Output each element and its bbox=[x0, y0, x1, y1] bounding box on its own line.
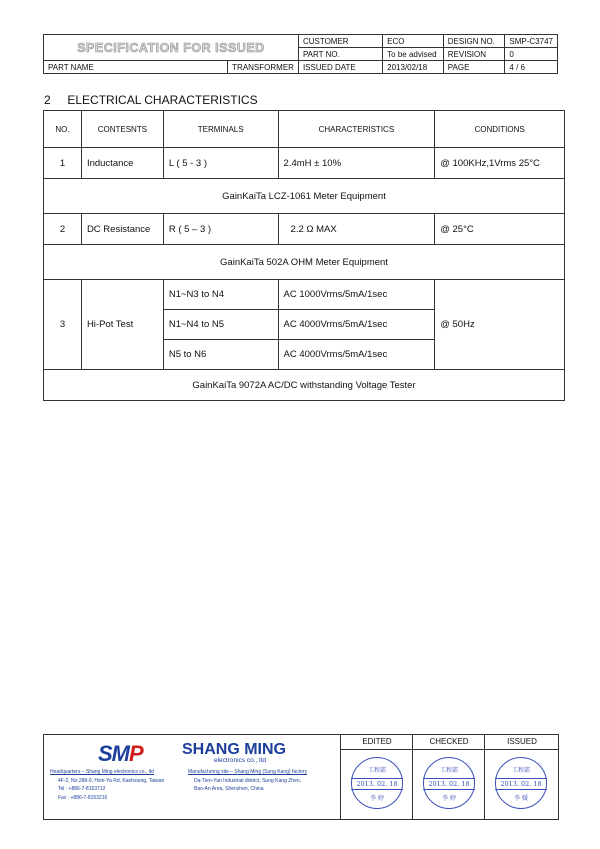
table-row bbox=[44, 280, 565, 310]
section-title: ELECTRICAL CHARACTERISTICS bbox=[67, 93, 258, 107]
factory-addr1: Da-Tien-Yan Industrial district, Sung Kang Zhen, bbox=[194, 777, 301, 784]
equipment-row bbox=[44, 370, 565, 401]
header-conditions: CONDITIONS bbox=[435, 111, 565, 148]
row-terminal: L ( 5 - 3 ) bbox=[163, 148, 278, 179]
row-condition: @ 100KHz,1Vrms 25°C bbox=[435, 148, 565, 179]
row-characteristic: AC 4000Vrms/5mA/1sec bbox=[278, 340, 435, 370]
row-no: 1 bbox=[44, 148, 82, 179]
signature-checked bbox=[412, 735, 485, 819]
equipment-note: GainKaiTa LCZ-1061 Meter Equipment bbox=[44, 179, 565, 214]
row-no: 3 bbox=[44, 280, 82, 370]
issued-date-label: ISSUED DATE bbox=[298, 61, 382, 74]
header-no: NO. bbox=[44, 111, 82, 148]
customer-value: ECO bbox=[383, 35, 444, 48]
signature-header: EDITED bbox=[341, 735, 413, 750]
section-number: 2 bbox=[44, 93, 51, 107]
approval-stamp: 工程部 2013. 02. 18 李 婷 bbox=[423, 757, 475, 809]
document-header-table bbox=[43, 34, 558, 74]
factory-address bbox=[188, 768, 307, 794]
section-heading bbox=[44, 93, 258, 107]
signature-area bbox=[340, 735, 558, 819]
approval-stamp: 工程部 2013. 02. 18 李 婷 bbox=[351, 757, 403, 809]
row-terminal: N5 to N6 bbox=[163, 340, 278, 370]
company-logo: SMP bbox=[98, 741, 143, 766]
equipment-row bbox=[44, 179, 565, 214]
signature-edited bbox=[340, 735, 413, 819]
table-row bbox=[44, 214, 565, 245]
page-value: 4 / 6 bbox=[505, 61, 558, 74]
equipment-note: GainKaiTa 502A OHM Meter Equipment bbox=[44, 245, 565, 280]
company-name: SHANG MING bbox=[182, 741, 286, 758]
design-no-label: DESIGN NO. bbox=[443, 35, 505, 48]
design-no-value: SMP-C3747 bbox=[505, 35, 558, 48]
row-content: DC Resistance bbox=[81, 214, 163, 245]
row-characteristic: 2.2 Ω MAX bbox=[278, 214, 435, 245]
row-condition: @ 50Hz bbox=[435, 280, 565, 370]
signature-header: CHECKED bbox=[413, 735, 485, 750]
company-info bbox=[44, 735, 340, 819]
hq-tel: Tel : +886-7-8153712 bbox=[58, 786, 106, 792]
row-terminal: R ( 5 – 3 ) bbox=[163, 214, 278, 245]
characteristics-table bbox=[43, 110, 565, 401]
spec-title: SPECIFICATION FOR ISSUED bbox=[44, 35, 299, 61]
issued-date-value: 2013/02/18 bbox=[383, 61, 444, 74]
row-content: Inductance bbox=[81, 148, 163, 179]
hq-title: Headquarters – Shang Ming electronics co., ltd bbox=[50, 769, 154, 775]
row-no: 2 bbox=[44, 214, 82, 245]
header-contents: CONTESNTS bbox=[81, 111, 163, 148]
hq-fax: Fax : +886-7-8153216 bbox=[58, 794, 108, 801]
row-content: Hi-Pot Test bbox=[81, 280, 163, 370]
part-no-value: To be advised bbox=[383, 48, 444, 61]
equipment-row bbox=[44, 245, 565, 280]
revision-label: REVISION bbox=[443, 48, 505, 61]
row-terminal: N1~N3 to N4 bbox=[163, 280, 278, 310]
equipment-note: GainKaiTa 9072A AC/DC withstanding Voltage Tester bbox=[44, 370, 565, 401]
factory-title: Manufacturing site – Shang Ming (Sung Kang) factory bbox=[188, 769, 307, 775]
row-characteristic: AC 1000Vrms/5mA/1sec bbox=[278, 280, 435, 310]
customer-label: CUSTOMER bbox=[298, 35, 382, 48]
footer-box bbox=[43, 734, 559, 820]
table-header-row bbox=[44, 111, 565, 148]
table-row bbox=[44, 148, 565, 179]
row-condition: @ 25°C bbox=[435, 214, 565, 245]
hq-addr: 4F-2, No.288-9, Hsin-Ya Rd, Kaohsiung, Taiwan bbox=[58, 777, 165, 784]
part-no-label: PART NO. bbox=[298, 48, 382, 61]
revision-value: 0 bbox=[505, 48, 558, 61]
signature-header: ISSUED bbox=[485, 735, 559, 750]
row-characteristic: AC 4000Vrms/5mA/1sec bbox=[278, 310, 435, 340]
factory-addr2: Bao-An Area, Shenzhen, China bbox=[194, 786, 264, 792]
company-subtitle: electronics co., ltd bbox=[214, 757, 267, 764]
header-terminals: TERMINALS bbox=[163, 111, 278, 148]
approval-stamp: 工程部 2013. 02. 18 李 媛 bbox=[495, 757, 547, 809]
header-characteristics: CHARACTERISTICS bbox=[278, 111, 435, 148]
signature-issued bbox=[484, 735, 559, 819]
row-characteristic: 2.4mH ± 10% bbox=[278, 148, 435, 179]
page-label: PAGE bbox=[443, 61, 505, 74]
headquarters-address bbox=[50, 768, 164, 802]
row-terminal: N1~N4 to N5 bbox=[163, 310, 278, 340]
part-name-value: TRANSFORMER bbox=[228, 61, 299, 74]
part-name-label: PART NAME bbox=[44, 61, 228, 74]
